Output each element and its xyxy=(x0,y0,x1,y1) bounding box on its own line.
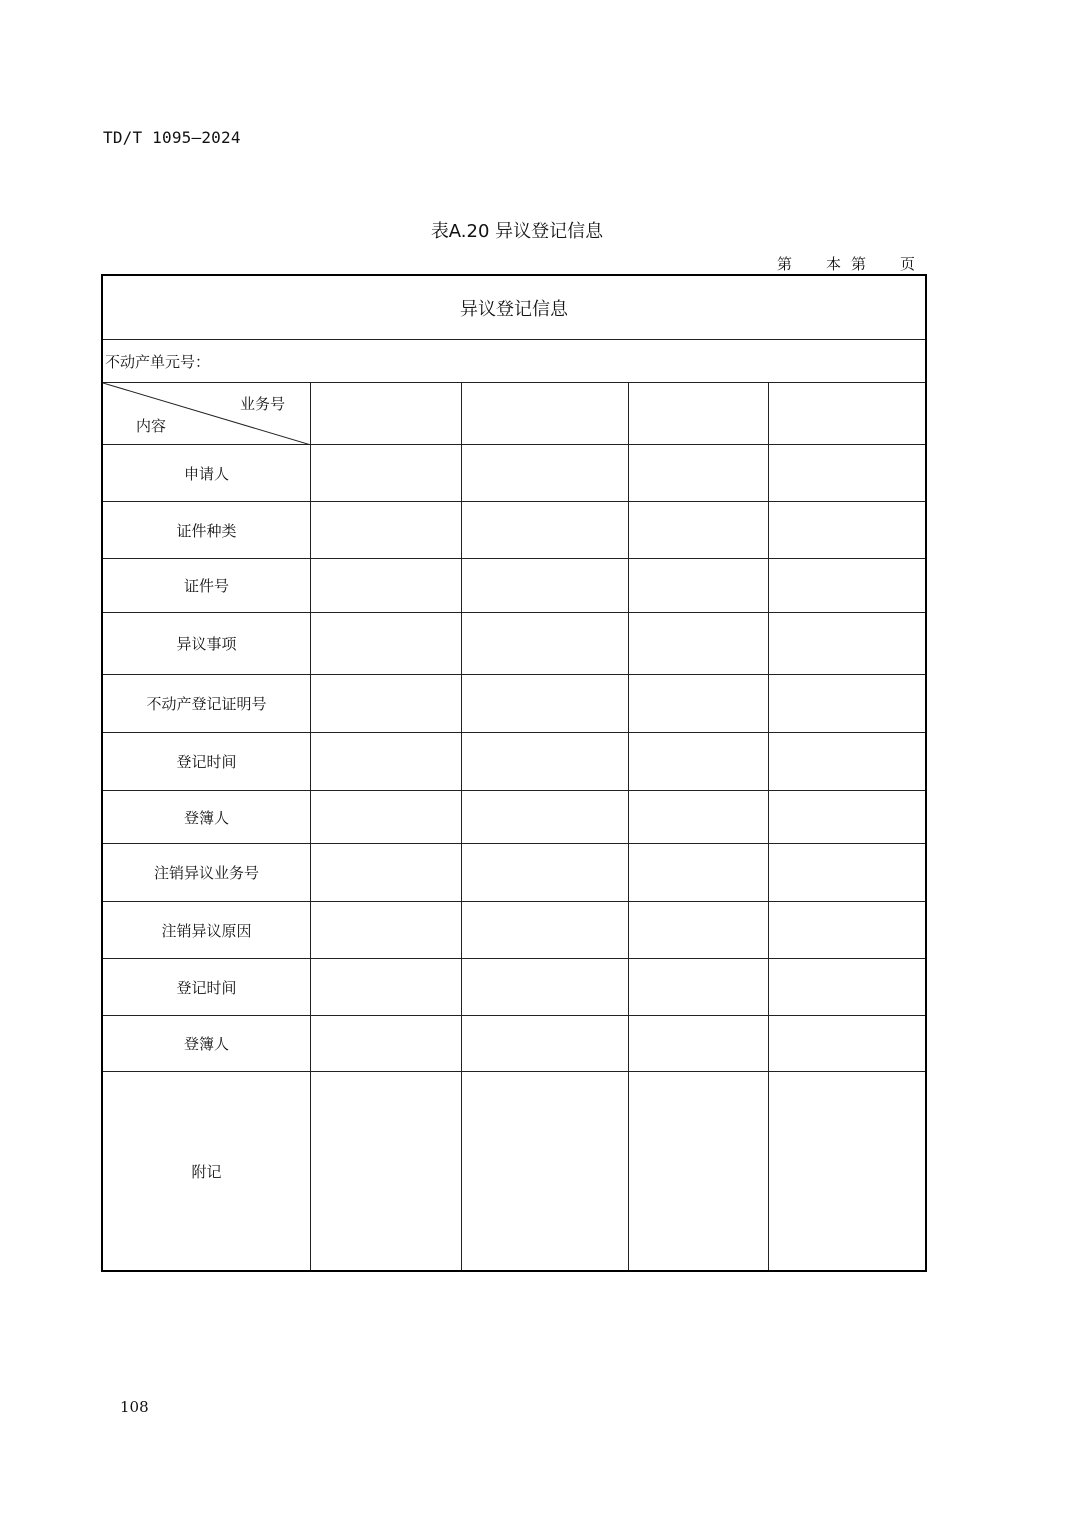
business-number-header: 业务号 xyxy=(239,395,285,413)
row-label: 附记 xyxy=(103,1072,311,1270)
page-number: 108 xyxy=(120,1398,149,1416)
page-counter-ben: 本 xyxy=(826,255,842,273)
table-row xyxy=(103,675,925,733)
page-counter-di-1: 第 xyxy=(777,255,793,273)
value-cell[interactable] xyxy=(311,675,462,732)
value-cell[interactable] xyxy=(311,613,462,674)
property-unit-number-row xyxy=(103,340,925,383)
value-cell[interactable] xyxy=(769,959,925,1015)
value-cell[interactable] xyxy=(311,445,462,501)
value-cell[interactable] xyxy=(769,502,925,558)
row-label: 证件种类 xyxy=(103,502,311,558)
value-cell[interactable] xyxy=(629,613,769,674)
value-cell[interactable] xyxy=(769,1072,925,1270)
row-label: 异议事项 xyxy=(103,613,311,674)
value-cell[interactable] xyxy=(629,559,769,612)
row-label: 不动产登记证明号 xyxy=(103,675,311,732)
table-row xyxy=(103,791,925,844)
page-counter xyxy=(760,253,920,273)
business-number-cell-2[interactable] xyxy=(462,383,629,444)
business-number-cell-4[interactable] xyxy=(769,383,925,444)
row-label: 登记时间 xyxy=(103,959,311,1015)
value-cell[interactable] xyxy=(629,1072,769,1270)
row-label: 注销异议原因 xyxy=(103,902,311,958)
value-cell[interactable] xyxy=(769,445,925,501)
value-cell[interactable] xyxy=(769,902,925,958)
table-row xyxy=(103,559,925,613)
page-counter-ye: 页 xyxy=(900,255,916,273)
value-cell[interactable] xyxy=(462,959,629,1015)
value-cell[interactable] xyxy=(462,1072,629,1270)
table-row xyxy=(103,959,925,1016)
property-unit-number-label: 不动产单元号： xyxy=(105,352,211,371)
table-row xyxy=(103,1016,925,1072)
business-number-cell-3[interactable] xyxy=(629,383,769,444)
business-number-cell-1[interactable] xyxy=(311,383,462,444)
row-label: 证件号 xyxy=(103,559,311,612)
value-cell[interactable] xyxy=(629,791,769,843)
table-title: 表A.20 异议登记信息 xyxy=(430,221,604,242)
page-counter-di-2: 第 xyxy=(851,255,867,273)
table-header: 异议登记信息 xyxy=(103,276,925,340)
value-cell[interactable] xyxy=(462,733,629,790)
value-cell[interactable] xyxy=(629,902,769,958)
table-row xyxy=(103,445,925,502)
value-cell[interactable] xyxy=(629,844,769,901)
diagonal-header-cell xyxy=(103,383,311,444)
value-cell[interactable] xyxy=(462,902,629,958)
value-cell[interactable] xyxy=(462,844,629,901)
standard-code: TD/T 1095—2024 xyxy=(103,128,241,147)
table-row xyxy=(103,613,925,675)
value-cell[interactable] xyxy=(462,445,629,501)
value-cell[interactable] xyxy=(769,559,925,612)
value-cell[interactable] xyxy=(311,844,462,901)
table-row xyxy=(103,733,925,791)
row-label: 登簿人 xyxy=(103,1016,311,1071)
value-cell[interactable] xyxy=(462,502,629,558)
table-row xyxy=(103,902,925,959)
value-cell[interactable] xyxy=(769,844,925,901)
value-cell[interactable] xyxy=(769,675,925,732)
value-cell[interactable] xyxy=(629,502,769,558)
objection-registration-table xyxy=(101,274,927,1272)
value-cell[interactable] xyxy=(462,613,629,674)
row-label: 登记时间 xyxy=(103,733,311,790)
value-cell[interactable] xyxy=(769,791,925,843)
value-cell[interactable] xyxy=(769,733,925,790)
value-cell[interactable] xyxy=(311,902,462,958)
value-cell[interactable] xyxy=(769,613,925,674)
value-cell[interactable] xyxy=(629,1016,769,1071)
value-cell[interactable] xyxy=(462,675,629,732)
table-row xyxy=(103,844,925,902)
value-cell[interactable] xyxy=(311,502,462,558)
table-row xyxy=(103,502,925,559)
value-cell[interactable] xyxy=(629,445,769,501)
value-cell[interactable] xyxy=(311,959,462,1015)
value-cell[interactable] xyxy=(769,1016,925,1071)
content-header: 内容 xyxy=(136,417,167,435)
value-cell[interactable] xyxy=(629,733,769,790)
value-cell[interactable] xyxy=(462,1016,629,1071)
value-cell[interactable] xyxy=(311,1072,462,1270)
row-label: 登簿人 xyxy=(103,791,311,843)
value-cell[interactable] xyxy=(629,675,769,732)
value-cell[interactable] xyxy=(462,791,629,843)
column-header-row xyxy=(103,383,925,445)
table-row-remarks xyxy=(103,1072,925,1270)
value-cell[interactable] xyxy=(462,559,629,612)
value-cell[interactable] xyxy=(311,1016,462,1071)
value-cell[interactable] xyxy=(311,733,462,790)
value-cell[interactable] xyxy=(629,959,769,1015)
value-cell[interactable] xyxy=(311,791,462,843)
value-cell[interactable] xyxy=(311,559,462,612)
row-label: 申请人 xyxy=(103,445,311,501)
row-label: 注销异议业务号 xyxy=(103,844,311,901)
